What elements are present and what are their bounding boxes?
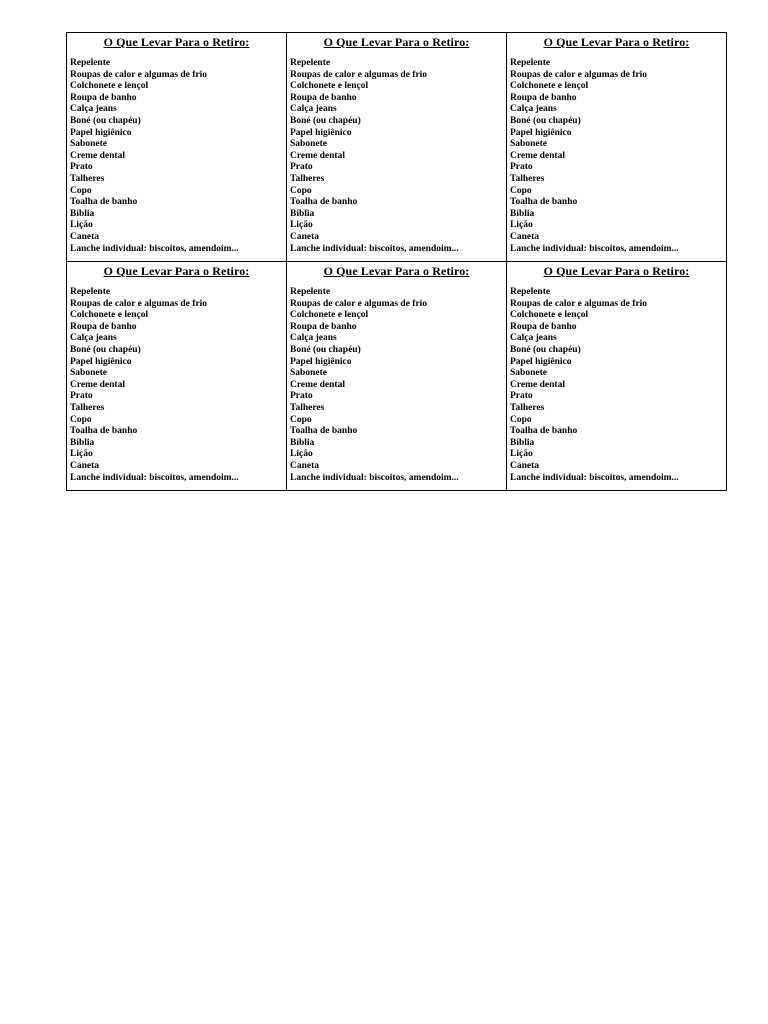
list-item: Creme dental <box>290 379 345 390</box>
list-item: Lanche individual: biscoitos, amendoim... <box>290 472 459 483</box>
list-item: Calça jeans <box>70 333 117 344</box>
list-item: Creme dental <box>70 379 125 390</box>
list-item: Repelente <box>70 58 111 68</box>
list-item: Toalha de banho <box>510 426 578 437</box>
list-item: Papel higiênico <box>70 356 132 367</box>
list-item: Repelente <box>510 58 551 68</box>
list-item: Roupas de calor e algumas de frio <box>510 298 648 309</box>
list-item: Lanche individual: biscoitos, amendoim... <box>70 243 239 254</box>
list-item: Colchonete e lençol <box>70 310 149 321</box>
list-item: Caneta <box>510 461 540 471</box>
list-item: Roupa de banho <box>70 92 137 103</box>
list-item: Sabonete <box>70 139 107 150</box>
document-page <box>66 32 727 491</box>
list-item: Lanche individual: biscoitos, amendoim... <box>290 243 459 254</box>
item-list <box>510 58 723 255</box>
grid-row <box>67 262 727 491</box>
list-item: Toalha de banho <box>290 197 358 208</box>
list-item: Prato <box>70 391 93 402</box>
list-item: Bíblia <box>290 437 315 448</box>
item-list <box>510 287 723 484</box>
list-item: Lição <box>290 220 313 231</box>
card-title: O Que Levar Para o Retiro: <box>543 264 690 279</box>
list-item: Sabonete <box>510 368 547 379</box>
card-title: O Que Levar Para o Retiro: <box>103 35 250 49</box>
list-item: Prato <box>70 162 93 173</box>
list-item: Lição <box>510 449 533 460</box>
list-item: Toalha de banho <box>70 197 138 208</box>
checklist-card <box>507 262 727 491</box>
list-item: Copo <box>510 185 532 196</box>
list-item: Talheres <box>290 403 325 414</box>
list-item: Bíblia <box>290 208 315 219</box>
list-item: Calça jeans <box>290 104 337 115</box>
checklist-grid <box>66 32 727 491</box>
list-item: Talheres <box>510 403 545 414</box>
list-item: Papel higiênico <box>290 356 352 367</box>
card-title: O Que Levar Para o Retiro: <box>103 264 250 279</box>
item-list <box>290 58 503 255</box>
card-title: O Que Levar Para o Retiro: <box>543 35 690 49</box>
checklist-card <box>67 33 287 262</box>
list-item: Calça jeans <box>510 104 557 115</box>
list-item: Creme dental <box>510 150 565 161</box>
list-item: Bíblia <box>510 437 535 448</box>
list-item: Copo <box>70 414 92 425</box>
list-item: Caneta <box>290 231 320 242</box>
list-item: Sabonete <box>290 139 327 150</box>
list-item: Roupas de calor e algumas de frio <box>510 69 648 80</box>
item-list <box>70 58 283 255</box>
list-item: Repelente <box>510 287 551 298</box>
list-item: Boné (ou chapéu) <box>510 115 581 126</box>
list-item: Prato <box>510 391 533 402</box>
item-list <box>290 287 503 484</box>
list-item: Boné (ou chapéu) <box>290 345 361 356</box>
list-item: Calça jeans <box>510 333 557 344</box>
list-item: Toalha de banho <box>290 426 358 437</box>
list-item: Roupa de banho <box>290 92 357 103</box>
list-item: Papel higiênico <box>510 127 572 138</box>
list-item: Talheres <box>290 173 325 184</box>
list-item: Copo <box>290 414 312 425</box>
list-item: Repelente <box>290 287 331 298</box>
list-item: Lição <box>510 220 533 231</box>
list-item: Colchonete e lençol <box>510 81 589 92</box>
list-item: Lição <box>290 449 313 460</box>
list-item: Papel higiênico <box>510 356 572 367</box>
list-item: Boné (ou chapéu) <box>510 345 581 356</box>
list-item: Colchonete e lençol <box>510 310 589 321</box>
list-item: Roupa de banho <box>70 321 137 332</box>
list-item: Talheres <box>510 173 545 184</box>
list-item: Toalha de banho <box>70 426 138 437</box>
checklist-card <box>507 33 727 262</box>
list-item: Sabonete <box>70 368 107 379</box>
list-item: Boné (ou chapéu) <box>290 115 361 126</box>
list-item: Lanche individual: biscoitos, amendoim... <box>510 472 679 483</box>
list-item: Lanche individual: biscoitos, amendoim... <box>510 243 679 254</box>
list-item: Prato <box>510 162 533 173</box>
list-item: Roupas de calor e algumas de frio <box>70 69 208 80</box>
list-item: Boné (ou chapéu) <box>70 345 141 356</box>
list-item: Lição <box>70 220 93 231</box>
list-item: Creme dental <box>70 150 125 161</box>
list-item: Colchonete e lençol <box>290 310 369 321</box>
list-item: Roupa de banho <box>290 321 357 332</box>
list-item: Roupa de banho <box>510 92 577 103</box>
list-item: Copo <box>290 185 312 196</box>
list-item: Colchonete e lençol <box>70 81 149 92</box>
list-item: Bíblia <box>70 437 95 448</box>
list-item: Roupas de calor e algumas de frio <box>290 298 428 309</box>
item-list <box>70 287 283 484</box>
list-item: Papel higiênico <box>290 127 352 138</box>
list-item: Prato <box>290 391 313 402</box>
grid-row <box>67 33 727 262</box>
list-item: Creme dental <box>290 150 345 161</box>
list-item: Repelente <box>290 58 331 68</box>
list-item: Sabonete <box>290 368 327 379</box>
checklist-card <box>67 262 287 491</box>
card-title: O Que Levar Para o Retiro: <box>323 264 470 279</box>
list-item: Boné (ou chapéu) <box>70 115 141 126</box>
list-item: Caneta <box>510 231 540 242</box>
list-item: Lanche individual: biscoitos, amendoim... <box>70 472 239 483</box>
checklist-card <box>287 33 507 262</box>
list-item: Lição <box>70 449 93 460</box>
list-item: Copo <box>70 185 92 196</box>
list-item: Creme dental <box>510 379 565 390</box>
list-item: Roupas de calor e algumas de frio <box>70 298 208 309</box>
card-title: O Que Levar Para o Retiro: <box>323 35 470 49</box>
list-item: Caneta <box>70 461 100 471</box>
list-item: Papel higiênico <box>70 127 132 138</box>
checklist-card <box>287 262 507 491</box>
list-item: Sabonete <box>510 139 547 150</box>
list-item: Bíblia <box>510 208 535 219</box>
list-item: Bíblia <box>70 208 95 219</box>
list-item: Colchonete e lençol <box>290 81 369 92</box>
list-item: Calça jeans <box>290 333 337 344</box>
list-item: Prato <box>290 162 313 173</box>
list-item: Roupas de calor e algumas de frio <box>290 69 428 80</box>
list-item: Caneta <box>290 461 320 471</box>
list-item: Copo <box>510 414 532 425</box>
list-item: Caneta <box>70 231 100 242</box>
list-item: Toalha de banho <box>510 197 578 208</box>
list-item: Roupa de banho <box>510 321 577 332</box>
list-item: Talheres <box>70 403 105 414</box>
list-item: Talheres <box>70 173 105 184</box>
list-item: Repelente <box>70 287 111 298</box>
list-item: Calça jeans <box>70 104 117 115</box>
